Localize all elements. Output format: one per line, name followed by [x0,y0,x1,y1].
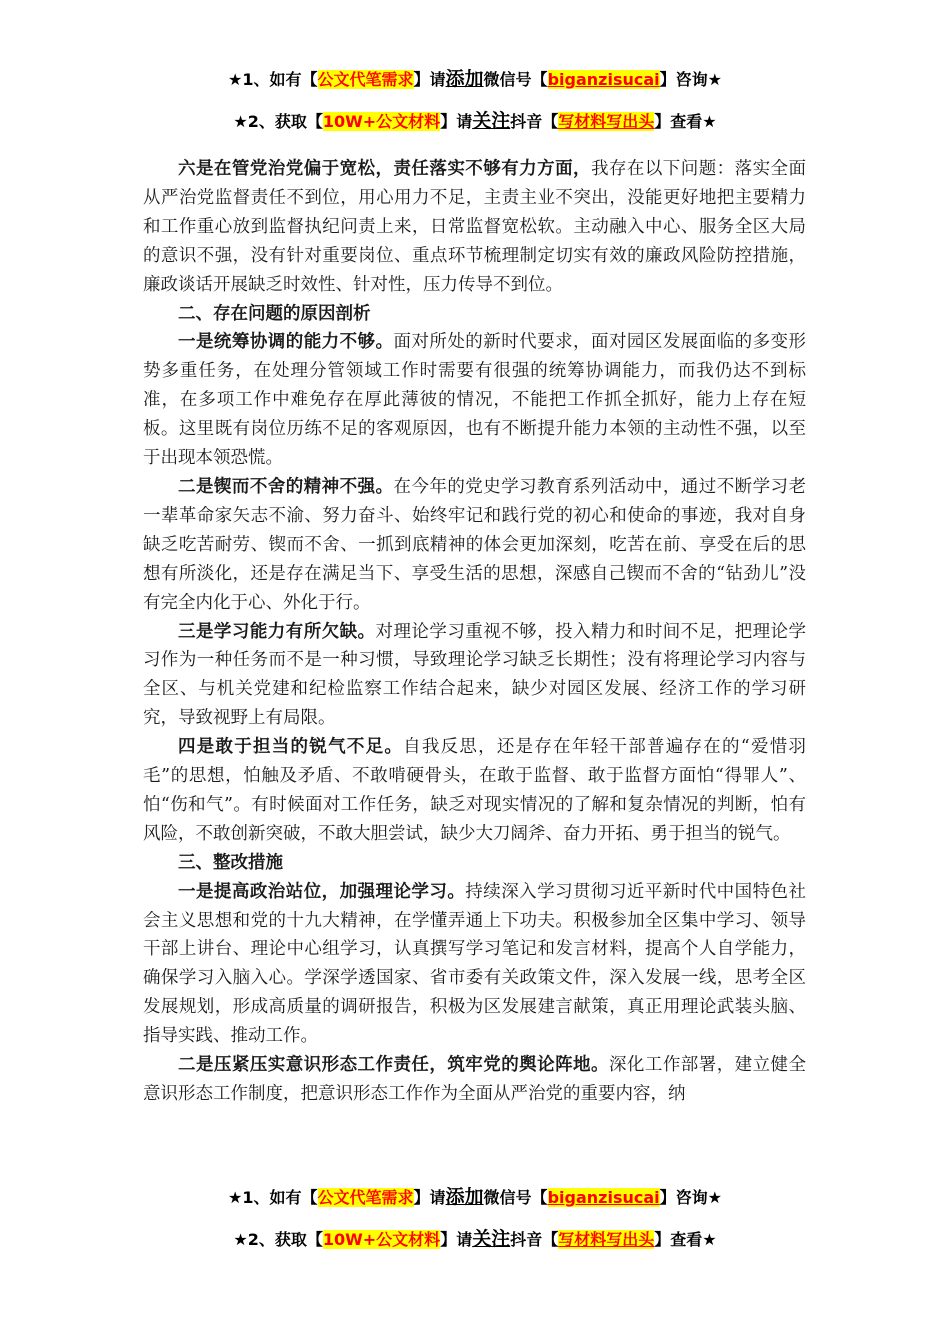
paragraph-cause-two: 二是锲而不舍的精神不强。在今年的党史学习教育系列活动中，通过不断学习老一辈革命家矢志不渝、努力奋斗、始终牢记和践行党的初心和使命的事迹，我对自身缺乏吃苦耐劳、锲而不舍、一抓到底精神的体会更加深刻，吃苦在前、享受在后的思想有所淡化，还是存在满足当下、享受生活的思想，深感自己锲而不舍的“钻劲儿”没有完全内化于心、外化于行。 [143,476,807,613]
emphasis-follow: 关注 [472,1228,511,1250]
paragraph-problem-six: 六是在管党治党偏于宽松，责任落实不够有力方面，我存在以下问题：落实全面从严治党监督责任不到位，用心用力不足，主责主业不突出，没能更好地把主要精力和工作重心放到监督执纪问责上来，日常监督宽松软。主动融入中心、服务全区大局的意识不强，没有针对重要岗位、重点环节梳理制定切实有效的廉政风险防控措施，廉政谈话开展缺乏时效性、针对性，压力传导不到位。 [143,159,806,295]
douyin-account[interactable]: 写材料写出头 [558,1230,655,1249]
paragraph-measure-two: 二是压紧压实意识形态工作责任，筑牢党的舆论阵地。深化工作部署，建立健全意识形态工作制度，把意识形态工作作为全面从严治党的重要内容，纳 [143,1055,807,1104]
footer-banner-line-2: ★2、获取【10W+公文材料】请关注抖音【写材料写出头】查看★ [233,1228,717,1250]
paragraph-cause-four: 四是敢于担当的锐气不足。自我反思，还是存在年轻干部普遍存在的“爱惜羽毛”的思想，怕触及矛盾、不敢啃硬骨头，在敢于监督、敢于监督方面怕“得罪人”、怕“伤和气”。有时候面对工作任务，缺乏对现实情况的了解和复杂情况的判断，怕有风险，不敢创新突破，不敢大胆尝试，缺少大刀阔斧、奋力开拓、勇于担当的锐气。 [143,737,806,844]
wechat-id[interactable]: biganzisucai [547,70,660,89]
header-banner-line-2: ★2、获取【10W+公文材料】请关注抖音【写材料写出头】查看★ [233,110,717,132]
section-heading-causes: 二、存在问题的原因剖析 [178,303,371,324]
highlight-materials: 10W+公文材料 [322,1230,441,1249]
emphasis-add: 添加 [445,1186,484,1208]
emphasis-follow: 关注 [472,110,511,132]
highlight-ghostwriting: 公文代笔需求 [317,1188,414,1207]
douyin-account[interactable]: 写材料写出头 [558,112,655,131]
document-body [143,155,806,1109]
header-banner-line-1: ★1、如有【公文代笔需求】请添加微信号【biganzisucai】咨询★ [228,68,722,90]
highlight-ghostwriting: 公文代笔需求 [317,70,414,89]
emphasis-add: 添加 [445,68,484,90]
highlight-materials: 10W+公文材料 [322,112,441,131]
paragraph-cause-three: 三是学习能力有所欠缺。对理论学习重视不够，投入精力和时间不足，把理论学习作为一种任务而不是一种习惯，导致理论学习缺乏长期性；没有将理论学习内容与全区、与机关党建和纪检监察工作结合起来，缺少对园区发展、经济工作的学习研究，导致视野上有局限。 [143,621,806,729]
wechat-id[interactable]: biganzisucai [547,1188,660,1207]
paragraph-cause-one: 一是统筹协调的能力不够。面对所处的新时代要求，面对园区发展面临的多变形势多重任务，在处理分管领域工作时需要有很强的统筹协调能力，而我仍达不到标准，在多项工作中难免存在厚此薄彼的情况，不能把工作抓全抓好，能力上存在短板。这里既有岗位历练不足的客观原因，也有不断提升能力本领的主动性不强，以至于出现本领恐慌。 [143,332,807,469]
paragraph-measure-one: 一是提高政治站位，加强理论学习。持续深入学习贯彻习近平新时代中国特色社会主义思想和党的十九大精神，在学懂弄通上下功夫。积极参加全区集中学习、领导干部上讲台、理论中心组学习，认真撰写学习笔记和发言材料，提高个人自学能力，确保学习入脑入心。学深学透国家、省市委有关政策文件，深入发展一线，思考全区发展规划，形成高质量的调研报告，积极为区发展建言献策，真正用理论武装头脑、指导实践、推动工作。 [143,881,807,1047]
section-heading-measures: 三、整改措施 [178,852,283,873]
footer-banner-line-1: ★1、如有【公文代笔需求】请添加微信号【biganzisucai】咨询★ [228,1186,722,1208]
